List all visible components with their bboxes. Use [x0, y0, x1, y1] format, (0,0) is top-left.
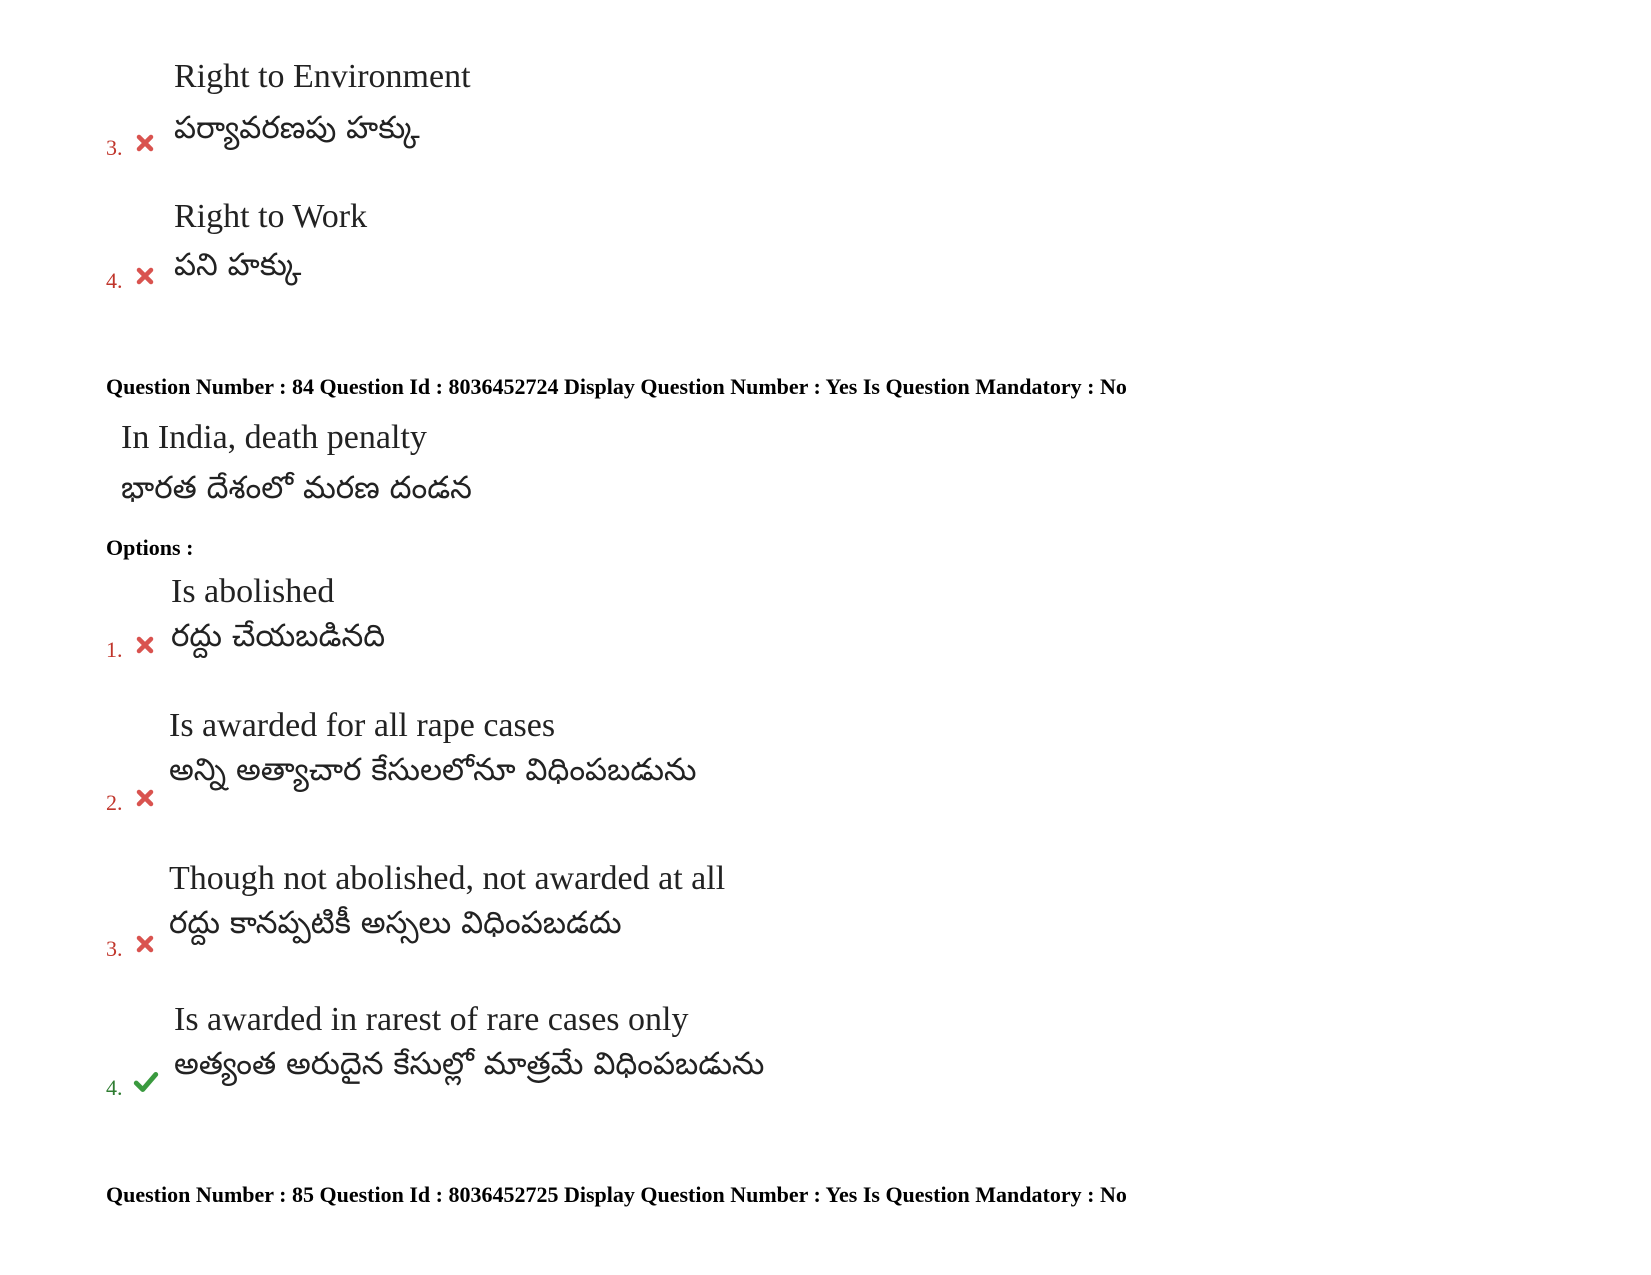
prev-option-3-english: Right to Environment — [174, 58, 471, 95]
option-2-telugu: అన్ని అత్యాచార కేసులలోనూ విధింపబడును — [169, 752, 697, 788]
option-1-telugu: రద్దు చేయబడినది — [171, 618, 386, 654]
check-icon — [132, 1069, 160, 1095]
option-2-number: 2. — [106, 790, 123, 815]
prev-option-4-telugu: పని హక్కు — [174, 247, 302, 283]
question-84-text-english: In India, death penalty — [121, 419, 427, 456]
option-2-english: Is awarded for all rape cases — [169, 707, 556, 744]
option-4-number: 4. — [106, 1075, 123, 1100]
prev-option-3-telugu: పర్యావరణపు హక్కు — [174, 110, 420, 146]
options-label: Options : — [106, 535, 194, 560]
cross-icon — [133, 131, 157, 155]
question-85-header: Question Number : 85 Question Id : 8036452725 Display Question Number : Yes Is Question Mandatory : No — [106, 1182, 1127, 1207]
prev-option-4-number: 4. — [106, 268, 123, 293]
cross-icon — [133, 264, 157, 288]
option-4-english: Is awarded in rarest of rare cases only — [174, 1001, 689, 1038]
question-84-text-telugu: భారత దేశంలో మరణ దండన — [121, 470, 472, 506]
option-3-telugu: రద్దు కానప్పటికీ అస్సలు విధింపబడదు — [169, 905, 622, 941]
option-3-number: 3. — [106, 936, 123, 961]
cross-icon — [133, 786, 157, 810]
prev-option-3-number: 3. — [106, 135, 123, 160]
option-3-english: Though not abolished, not awarded at all — [169, 860, 726, 897]
question-84-header: Question Number : 84 Question Id : 8036452724 Display Question Number : Yes Is Question Mandatory : No — [106, 374, 1127, 399]
prev-option-4-english: Right to Work — [174, 198, 368, 235]
option-4-telugu: అత్యంత అరుదైన కేసుల్లో మాత్రమే విధింపబడును — [174, 1046, 765, 1082]
option-1-number: 1. — [106, 637, 123, 662]
option-1-english: Is abolished — [171, 573, 335, 610]
cross-icon — [133, 633, 157, 657]
cross-icon — [133, 932, 157, 956]
